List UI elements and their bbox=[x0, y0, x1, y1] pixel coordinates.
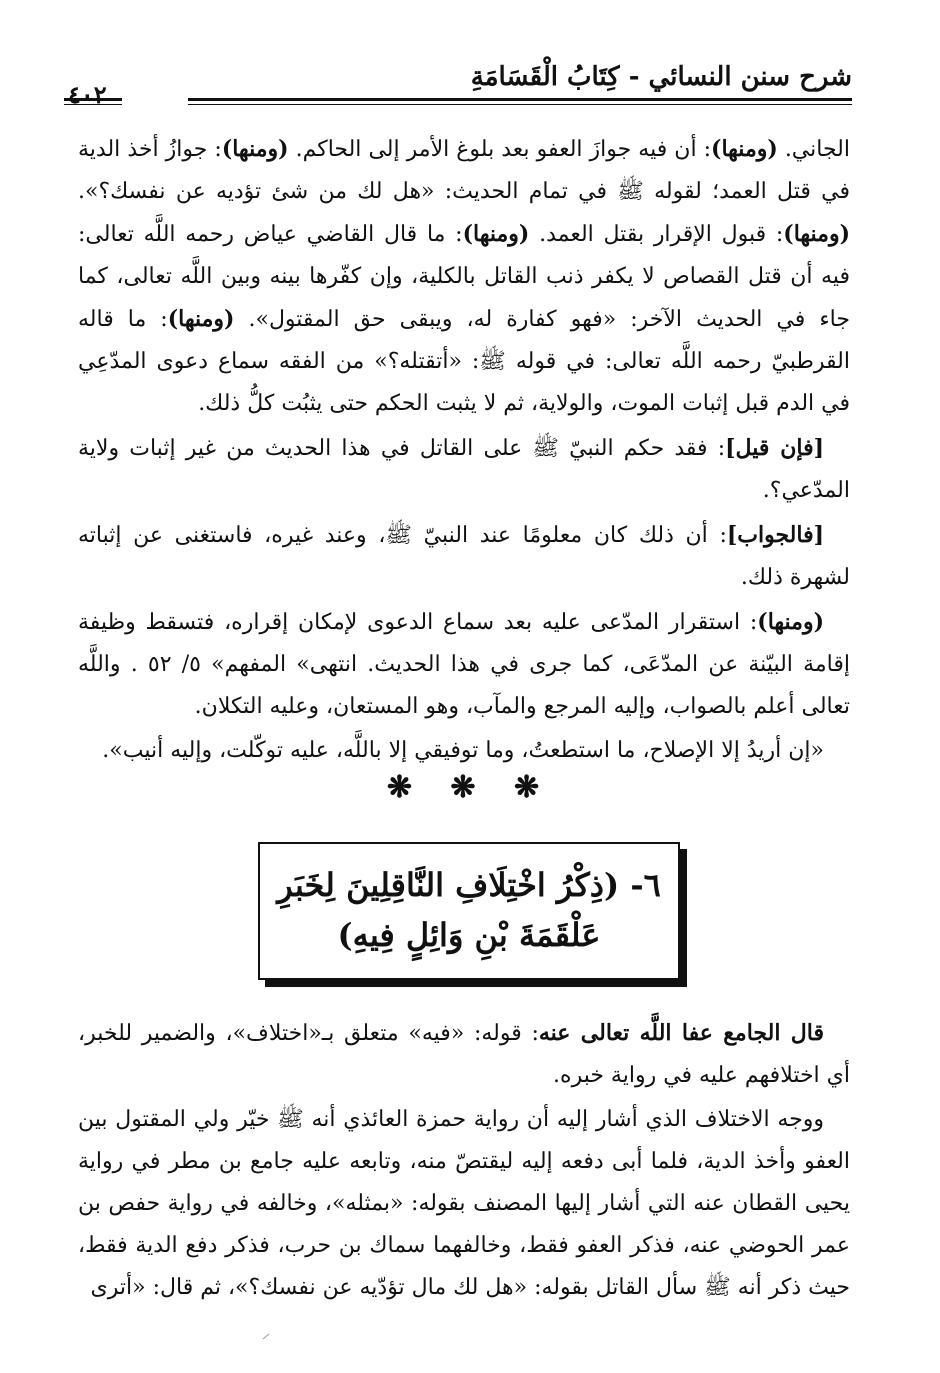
scan-mark bbox=[263, 1334, 270, 1340]
term-label: [فالجواب] bbox=[726, 522, 824, 548]
term-label: (ومنها) bbox=[783, 221, 850, 247]
text: : جوازُ أخذ الدية في قتل العمد؛ لقوله ﷺ في تمام الحديث: «هل لك من شئ تؤديه عن نفسك؟». bbox=[78, 137, 850, 204]
header-title: شرح سنن النسائي - كِتَابُ الْقَسَامَةِ bbox=[470, 62, 852, 92]
text: : فقد حكم النبيّ ﷺ على القاتل في هذا الحديث من غير إثبات ولاية المدّعي؟. bbox=[78, 436, 850, 503]
text: «إن أريدُ إلا الإصلاح، ما استطعتُ، وما توفيقي إلا باللَّه، عليه توكّلت، وإليه أنيب». bbox=[102, 738, 824, 763]
paragraph bbox=[78, 427, 850, 512]
text: : استقرار المدّعى عليه بعد سماع الدعوى لإمكان إقراره، فتسقط وظيفة إقامة البيّنة عن المدّعَى، كما جرى في هذا الحديث. انتهى» المفهم» ٥/ ٥٢ . واللَّه تعالى أعلم بالصواب، وإليه المرجع والمآب، وهو المستعان، وعليه التكلان. bbox=[78, 610, 851, 719]
author-label: قال الجامع عفا اللَّه تعالى عنه bbox=[538, 1020, 824, 1046]
term-label: (ومنها) bbox=[462, 221, 530, 247]
text: الجاني. bbox=[777, 137, 850, 162]
header-rule bbox=[188, 104, 852, 105]
paragraph bbox=[78, 730, 850, 772]
paragraph bbox=[78, 128, 850, 425]
running-header bbox=[68, 56, 852, 112]
text: : أن فيه جوازَ العفو بعد بلوغ الأمر إلى الحاكم. bbox=[288, 137, 712, 162]
section-separator: ❋ ❋ ❋ bbox=[386, 770, 554, 805]
chapter-heading-box bbox=[258, 842, 680, 980]
paragraph bbox=[78, 1012, 850, 1097]
text: : قبول الإقرار بقتل العمد. bbox=[529, 222, 784, 247]
chapter-heading-line: ٦- (ذِكْرُ اخْتِلَافِ النَّاقِلِينَ لِخَبَرِ bbox=[277, 866, 661, 904]
paragraph bbox=[78, 601, 850, 728]
page-number: ٤٠٢ bbox=[68, 80, 107, 109]
text: : أن ذلك كان معلومًا عند النبيّ ﷺ، وعند غيره، فاستغنى عن إثباته لشهرة ذلك. bbox=[78, 523, 850, 590]
text: : قوله: «فيه» متعلق بـ«اختلاف»، والضمير للخبر، أي اختلافهم عليه في رواية خبره. bbox=[78, 1021, 850, 1088]
term-label: (ومنها) bbox=[757, 609, 824, 635]
commentary-text bbox=[78, 128, 850, 774]
header-rule bbox=[188, 98, 852, 101]
text: : ما قال القاضي عياض رحمه اللَّه تعالى: فيه أن قتل القصاص لا يكفر ذنب القاتل بالكلية، وإن كفّرها بينه وبين اللَّه تعالى، كما جاء في الحديث الآخر: «فهو كفارة له، ويبقى حق المقتول». bbox=[78, 222, 850, 332]
text: ووجه الاختلاف الذي أشار إليه أن رواية حمزة العائذي أنه ﷺ خيّر ولي المقتول بين العفو وأخذ الدية، فلما أبى دفعه إليه ليقتصّ منه، وتابعه عليه جامع بن مطر في رواية يحيى القطان عنه التي أشار إليها المصنف بقوله: «بمثله»، وخالفه في رواية حفص بن عمر الحوضي عنه، فذكر العفو فقط، وخالفهما سماك بن حرب، فذكر دفع الدية فقط، حيث ذكر أنه ﷺ سأل القاتل بقوله: «هل لك مال تؤدّيه عن نفسك؟»، ثم قال: «أترى bbox=[78, 1107, 850, 1300]
paragraph bbox=[78, 1099, 850, 1309]
term-label: (ومنها) bbox=[167, 306, 235, 332]
paragraph bbox=[78, 514, 850, 599]
term-label: (ومنها) bbox=[711, 136, 778, 162]
term-label: [فإن قيل] bbox=[725, 435, 824, 461]
chapter-text bbox=[78, 1012, 850, 1311]
text: : ما قاله القرطبيّ رحمه اللَّه تعالى: في قوله ﷺ: «أتقتله؟» من الفقه سماع دعوى المدّعِي في الدم قبل إثبات الموت، والولاية، ثم لا يثبت الحكم حتى يثبُت كلُّ ذلك. bbox=[78, 307, 850, 416]
chapter-heading-line: عَلْقَمَةَ بْنِ وَائِلٍ فِيهِ) bbox=[337, 916, 601, 954]
term-label: (ومنها) bbox=[221, 136, 289, 162]
